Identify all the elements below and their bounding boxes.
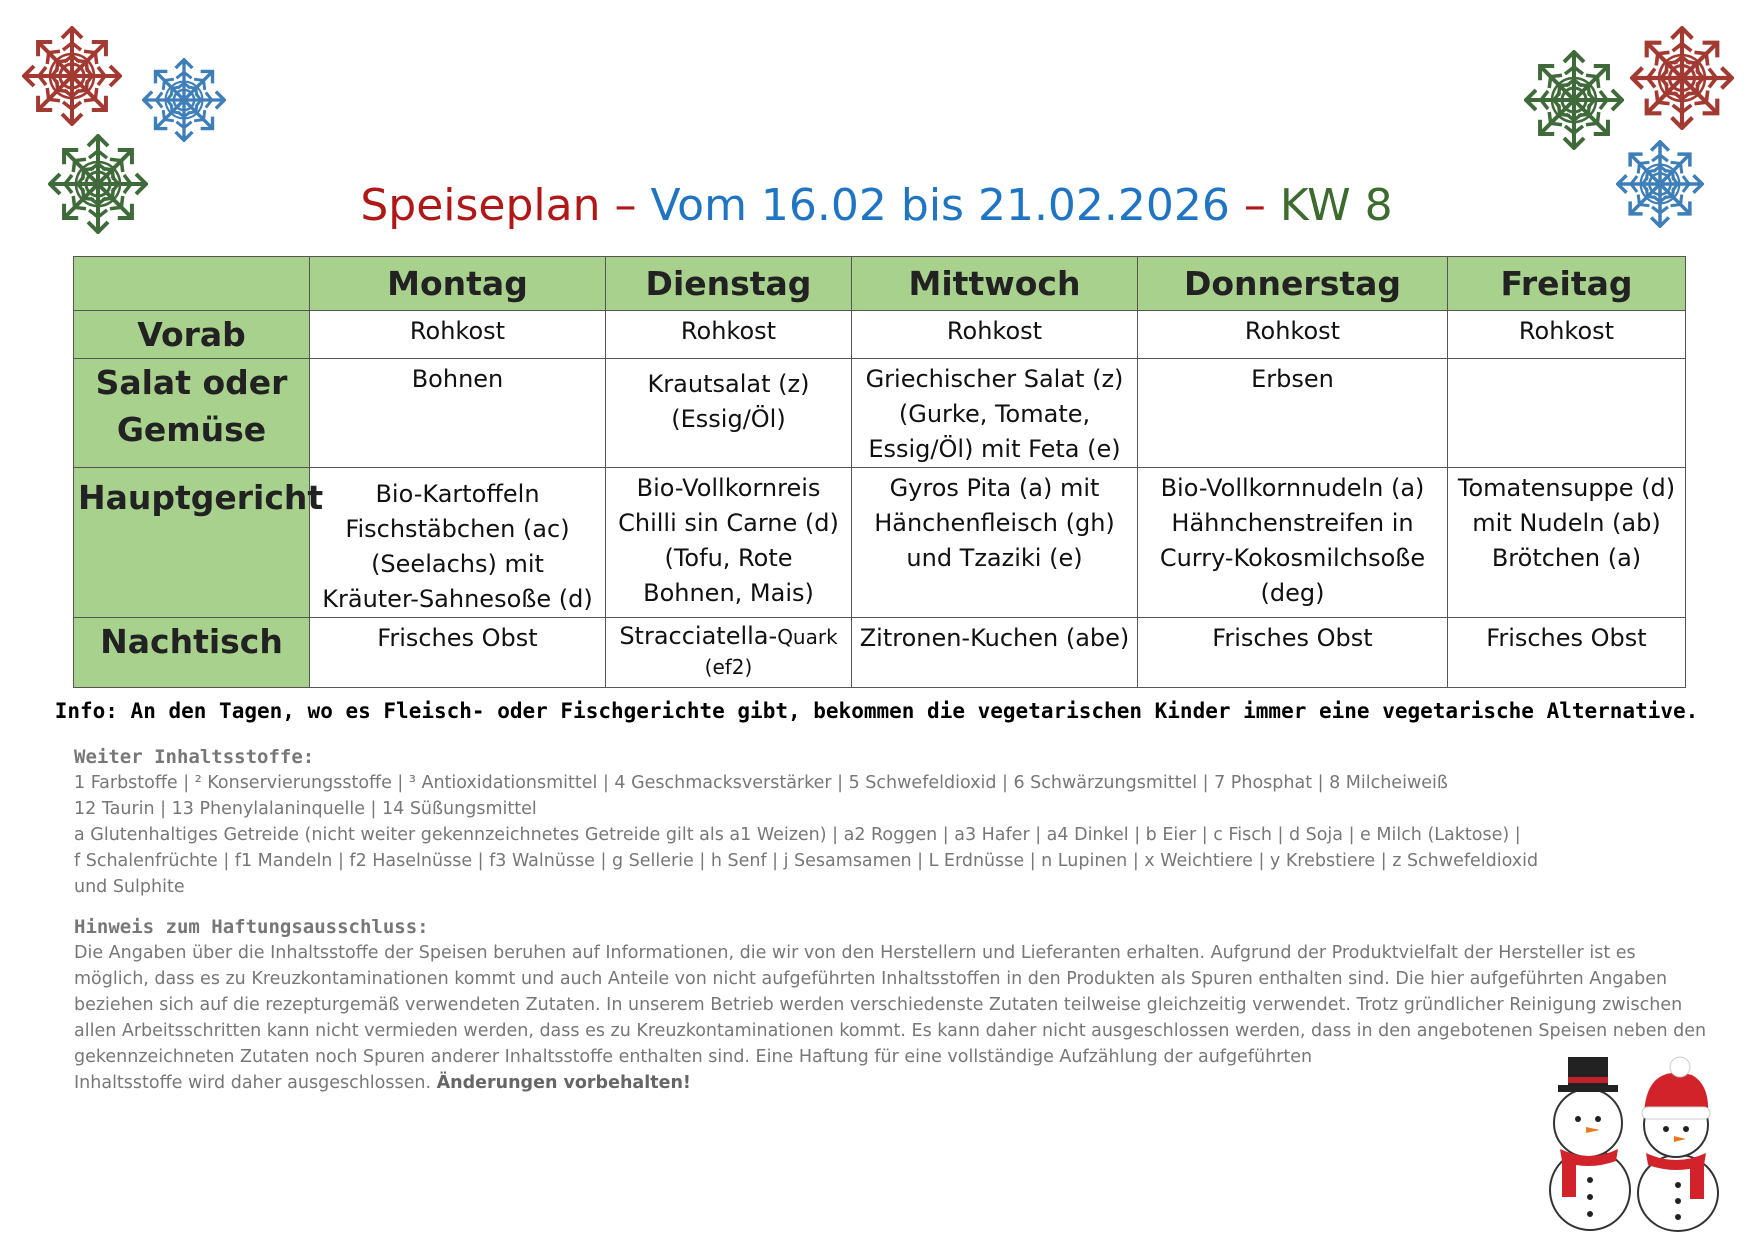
menu-cell	[1448, 468, 1686, 618]
cell-line: Curry-Kokosmilchsoße	[1159, 544, 1426, 572]
cell-line: Gyros Pita (a) mit	[889, 474, 1100, 502]
snowflake-icon	[1524, 50, 1624, 150]
menu-cell	[310, 311, 606, 359]
disclaimer-line: möglich, dass es zu Kreuzkontaminationen kommt und auch Anteile von nicht aufgeführten Inhaltsstoffen in den Produkten als Spuren enthalten sind. Die hier aufgeführten Angaben	[74, 969, 1668, 989]
table-row	[74, 468, 1686, 618]
disclaimer-bold: Änderungen vorbehalten!	[436, 1073, 691, 1093]
cell-line	[610, 621, 847, 652]
cell-text: Quark	[777, 625, 838, 649]
row-label: Nachtisch	[74, 618, 310, 688]
menu-cell	[852, 618, 1138, 688]
vegetarian-info: Info: An den Tagen, wo es Fleisch- oder Fischgerichte gibt, bekommen die vegetarischen Kinder immer eine vegetarische Alternative.	[54, 699, 1699, 723]
menu-cell	[310, 468, 606, 618]
disclaimer-line: allen Arbeitsschritten kann nicht vermieden werden, dass es zu Kreuzkontaminationen kommt. Es kann daher nicht ausgeschlossen werden, dass in den angebotenen Speisen neben den	[74, 1021, 1707, 1041]
cell-line: (Seelachs) mit	[371, 550, 544, 578]
disclaimer-line: Die Angaben über die Inhaltsstoffe der Speisen beruhen auf Informationen, die wir von den Herstellern und Lieferanten erhalten. Aufgrund der Produktvielfalt der Hersteller ist es	[74, 943, 1636, 963]
menu-cell	[606, 618, 852, 688]
cell-line: Erbsen	[1251, 365, 1334, 393]
cell-line: (Essig/Öl)	[671, 405, 786, 433]
row-label: Hauptgericht	[74, 468, 310, 618]
ingredients-line: 1 Farbstoffe | ² Konservierungsstoffe | ³ Antioxidationsmittel | 4 Geschmacksverstärker | 5 Schwefeldioxid | 6 Schwärzungsmittel | 7 Phosphat | 8 Milcheiweiß	[74, 773, 1448, 793]
cell-line: Rohkost	[1518, 317, 1615, 345]
table-header-row	[74, 257, 1686, 311]
menu-cell	[852, 311, 1138, 359]
cell-line: Chilli sin Carne (d)	[618, 509, 839, 537]
menu-cell	[606, 359, 852, 468]
cell-line: Frisches Obst	[377, 624, 538, 652]
title-label: Speiseplan	[360, 180, 601, 231]
menu-cell	[1448, 618, 1686, 688]
day-header: Freitag	[1448, 257, 1686, 311]
cell-text: Stracciatella-	[619, 622, 778, 650]
disclaimer-line: beziehen sich auf die rezepturgemäß verwendeten Zutaten. In unserem Betrieb werden verschiedenste Zutaten teilweise gleichzeitig verwendet. Trotz gründlicher Reinigung zwischen	[74, 995, 1683, 1015]
cell-line: Hänchenfleisch (gh)	[874, 509, 1115, 537]
row-label-line: Gemüse	[116, 410, 267, 449]
cell-line: Frisches Obst	[1486, 624, 1647, 652]
cell-line: Bio-Vollkornreis	[636, 474, 821, 502]
cell-line: Kräuter-Sahnesoße (d)	[322, 585, 593, 613]
menu-cell	[1138, 468, 1448, 618]
cell-line: Tomatensuppe (d)	[1457, 474, 1676, 502]
snowflake-icon	[142, 58, 226, 142]
menu-cell	[606, 311, 852, 359]
menu-cell	[1138, 618, 1448, 688]
day-header: Dienstag	[606, 257, 852, 311]
disclaimer-line: gekennzeichneten Zutaten noch Spuren anderer Inhaltsstoffe enthalten sind. Eine Haftung für eine vollständige Aufzählung der aufgeführten	[74, 1047, 1313, 1067]
menu-cell	[852, 468, 1138, 618]
ingredients-line: a Glutenhaltiges Getreide (nicht weiter gekennzeichnetes Getreide gilt als a1 Weizen) | a2 Roggen | a3 Hafer | a4 Dinkel | b Eier | c Fisch | d Soja | e Milch (Laktose) |	[74, 825, 1521, 845]
cell-line: Bio-Vollkornnudeln (a)	[1160, 474, 1425, 502]
cell-line: Rohkost	[946, 317, 1043, 345]
day-header: Montag	[310, 257, 606, 311]
menu-cell	[1138, 311, 1448, 359]
cell-line: Frisches Obst	[1212, 624, 1373, 652]
cell-line: und Tzaziki (e)	[906, 544, 1083, 572]
ingredients-line: f Schalenfrüchte | f1 Mandeln | f2 Haselnüsse | f3 Walnüsse | g Sellerie | h Senf | j Sesamsamen | L Erdnüsse | n Lupinen | x Weichtiere | y Krebstiere | z Schwefeldioxid	[74, 851, 1539, 871]
snowflake-icon	[1630, 26, 1734, 130]
title-separator: –	[1229, 180, 1280, 231]
cell-line: (Tofu, Rote	[664, 544, 793, 572]
row-label: Vorab	[74, 311, 310, 359]
table-row	[74, 311, 1686, 359]
disclaimer-line	[74, 1070, 1694, 1096]
table-row	[74, 359, 1686, 468]
cell-line: Griechischer Salat (z)	[865, 365, 1124, 393]
cell-line: Brötchen (a)	[1491, 544, 1642, 572]
ingredients-line: und Sulphite	[74, 877, 185, 897]
snowflake-icon	[22, 26, 122, 126]
disclaimer-heading: Hinweis zum Haftungsausschluss:	[74, 916, 429, 938]
table-header-empty	[74, 257, 310, 311]
cell-line: mit Nudeln (ab)	[1472, 509, 1661, 537]
cell-line: Rohkost	[409, 317, 506, 345]
cell-line: Rohkost	[680, 317, 777, 345]
menu-cell	[1138, 359, 1448, 468]
cell-line: Fischstäbchen (ac)	[345, 515, 570, 543]
title-week: KW 8	[1279, 180, 1393, 231]
menu-cell	[852, 359, 1138, 468]
page-title	[0, 176, 1753, 236]
cell-line: (Gurke, Tomate,	[898, 400, 1091, 428]
ingredients-heading: Weiter Inhaltsstoffe:	[74, 746, 315, 768]
cell-line: Bohnen	[411, 365, 504, 393]
notes-section	[74, 744, 1707, 1096]
menu-cell	[310, 618, 606, 688]
cell-line: Zitronen-Kuchen (abe)	[859, 624, 1130, 652]
menu-cell	[606, 468, 852, 618]
title-date-range: Vom 16.02 bis 21.02.2026	[650, 180, 1230, 231]
menu-cell	[1448, 359, 1686, 468]
cell-line: Bio-Kartoffeln	[375, 480, 540, 508]
cell-line: Bohnen, Mais)	[643, 579, 814, 607]
cell-line: Hähnchenstreifen in	[1171, 509, 1414, 537]
menu-table	[73, 256, 1686, 688]
row-label	[74, 359, 310, 468]
title-separator: –	[600, 180, 651, 231]
cell-line: (deg)	[1260, 579, 1325, 607]
day-header: Donnerstag	[1138, 257, 1448, 311]
ingredients-line: 12 Taurin | 13 Phenylalaninquelle | 14 Süßungsmittel	[74, 799, 537, 819]
cell-line: (ef2)	[704, 655, 753, 679]
day-header: Mittwoch	[852, 257, 1138, 311]
menu-cell	[1448, 311, 1686, 359]
table-row	[74, 618, 1686, 688]
cell-line: Krautsalat (z)	[647, 370, 810, 398]
menu-cell	[310, 359, 606, 468]
cell-line: Essig/Öl) mit Feta (e)	[868, 435, 1121, 463]
row-label-line: Salat oder	[95, 363, 288, 402]
cell-line: Rohkost	[1244, 317, 1341, 345]
disclaimer-text: Inhaltsstoffe wird daher ausgeschlossen.	[74, 1073, 432, 1093]
